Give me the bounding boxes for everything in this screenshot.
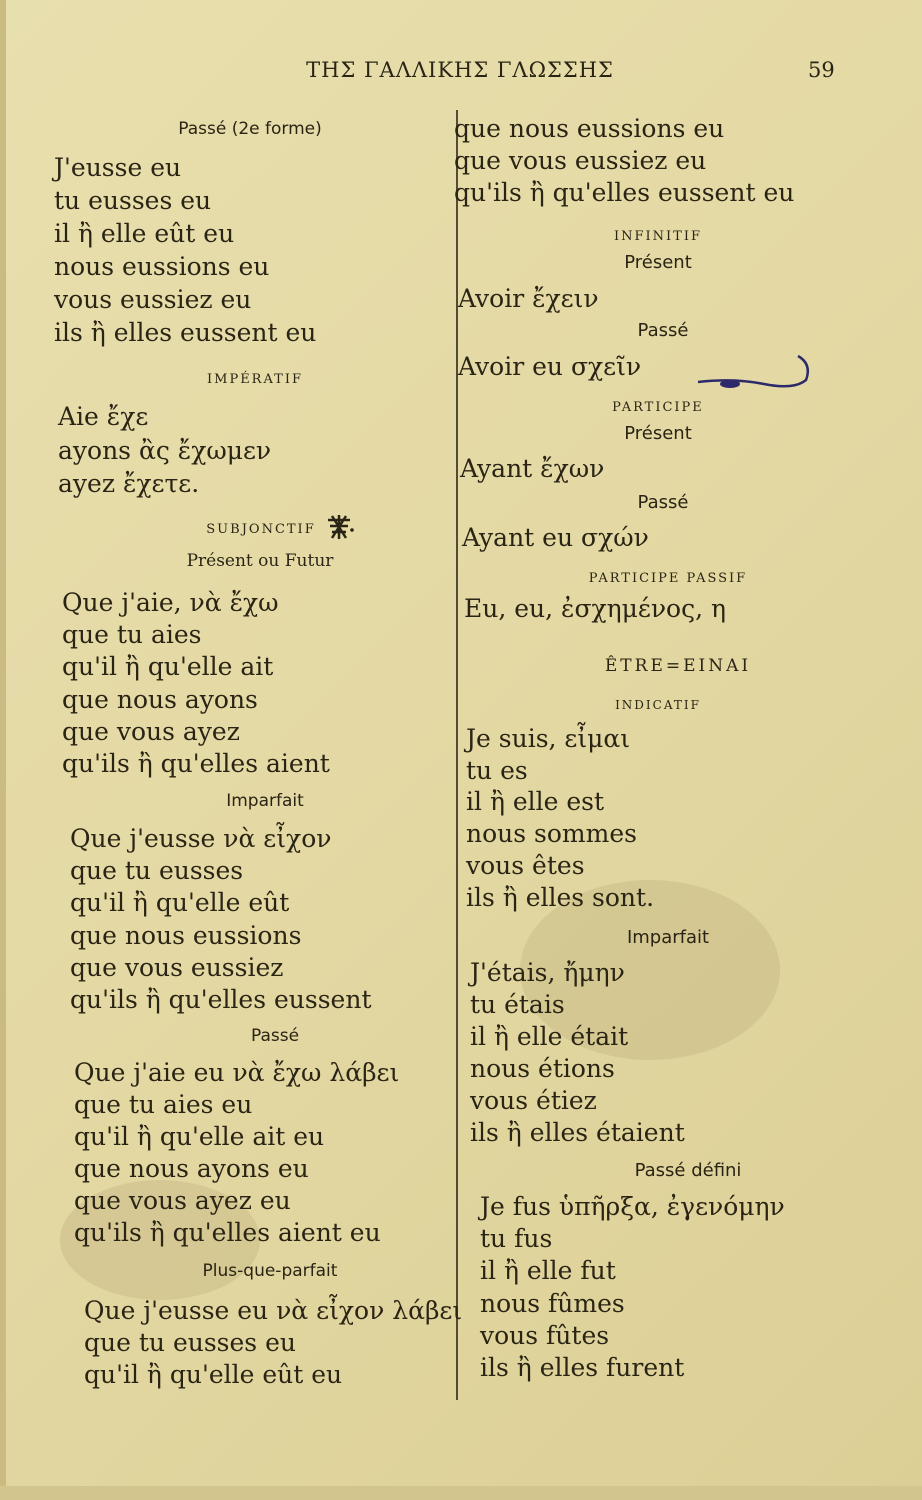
heading-infinitif: INFINITIF — [613, 229, 702, 244]
heading-passe: Passé — [250, 1026, 300, 1046]
heading-imparfait: Imparfait — [626, 927, 710, 948]
conjugation-line: nous fûmes — [480, 1289, 625, 1318]
conjugation-line: J'eusse eu — [54, 153, 182, 182]
heading-plus-que-parfait: Plus-que-parfait — [202, 1261, 338, 1281]
conjugation-line: qu'il ἢ qu'elle ait eu — [74, 1122, 325, 1151]
conjugation-line: Eu, eu, ἐσχημένος, η — [464, 594, 726, 623]
conjugation-line: que vous ayez eu — [74, 1186, 291, 1215]
conjugation-line: qu'ils ἢ qu'elles eussent — [70, 985, 372, 1014]
conjugation-line: il ἢ elle était — [470, 1022, 629, 1051]
conjugation-line: nous eussions eu — [54, 252, 270, 281]
conjugation-line: Que j'aie, νὰ ἔχω — [62, 588, 279, 617]
conjugation-line: qu'ils ἢ qu'elles eussent eu — [454, 178, 795, 207]
page-left-edge — [0, 0, 6, 1500]
conjugation-line: que nous eussions — [70, 921, 302, 950]
heading-etre-einai: ÊTRE=EINAI — [604, 656, 752, 676]
conjugation-line: vous étiez — [470, 1086, 597, 1115]
conjugation-line: qu'ils ἢ qu'elles aient eu — [74, 1218, 381, 1247]
conjugation-line: vous eussiez eu — [54, 285, 252, 314]
conjugation-line: ils ἢ elles étaient — [470, 1118, 685, 1147]
conjugation-line: que tu aies — [62, 620, 202, 649]
conjugation-line: Aie ἔχε — [58, 402, 149, 431]
conjugation-line: que nous eussions eu — [454, 114, 725, 143]
conjugation-line: que tu eusses — [70, 856, 244, 885]
heading-present: Présent — [624, 423, 692, 444]
conjugation-line: que vous eussiez eu — [454, 146, 707, 175]
ink-scribble-icon — [694, 350, 814, 394]
heading-subjonctif: SUBJONCTIF — [206, 522, 316, 537]
heading-passe: Passé — [637, 320, 689, 341]
conjugation-line: Que j'eusse νὰ εἶχον — [70, 824, 332, 853]
conjugation-line: que vous ayez — [62, 717, 240, 746]
conjugation-line: ayez ἔχετε. — [58, 469, 200, 498]
conjugation-line: qu'il ἢ qu'elle eût — [70, 888, 290, 917]
conjugation-line: Ayant eu σχών — [462, 523, 649, 552]
heading-participe: PARTICIPE — [612, 400, 704, 415]
conjugation-line: il ἢ elle fut — [480, 1256, 616, 1285]
page-bottom-edge — [0, 1486, 922, 1500]
conjugation-line: ils ἢ elles sont. — [466, 883, 655, 912]
conjugation-line: vous fûtes — [480, 1321, 610, 1350]
conjugation-line: tu es — [466, 756, 528, 785]
heading-imperatif: IMPÉRATIF — [207, 372, 303, 387]
conjugation-line: Avoir ἔχειν — [458, 284, 599, 313]
ink-mark-icon — [324, 512, 354, 542]
heading-present: Présent — [624, 252, 692, 273]
conjugation-line: que tu aies eu — [74, 1090, 253, 1119]
conjugation-line: il ἢ elle est — [466, 787, 605, 816]
conjugation-line: tu eusses eu — [54, 186, 212, 215]
conjugation-line: que tu eusses eu — [84, 1328, 296, 1357]
conjugation-line: qu'ils ἢ qu'elles aient — [62, 749, 330, 778]
heading-imparfait: Imparfait — [226, 791, 304, 811]
heading-indicatif: INDICATIF — [615, 698, 701, 712]
conjugation-line: Ayant ἔχων — [460, 454, 605, 483]
heading-passe-defini: Passé défini — [634, 1160, 742, 1181]
conjugation-line: il ἢ elle eût eu — [54, 219, 235, 248]
conjugation-line: nous étions — [470, 1054, 615, 1083]
conjugation-line: qu'il ἢ qu'elle eût eu — [84, 1360, 343, 1389]
running-title: ΤΗΣ ΓΑΛΛΙΚΗΣ ΓΛΩΣΣΗΣ — [306, 58, 614, 82]
conjugation-line: Avoir eu σχεῖν — [458, 352, 642, 381]
conjugation-line: vous êtes — [466, 851, 585, 880]
conjugation-line: tu étais — [470, 990, 565, 1019]
conjugation-line: que nous ayons — [62, 685, 258, 714]
conjugation-line: que vous eussiez — [70, 953, 284, 982]
conjugation-line: Que j'aie eu νὰ ἔχω λάβει — [74, 1058, 400, 1087]
conjugation-line: nous sommes — [466, 819, 637, 848]
page-header — [0, 58, 922, 88]
heading-passe: Passé — [637, 492, 689, 513]
conjugation-line: que nous ayons eu — [74, 1154, 309, 1183]
page-number: 59 — [808, 58, 835, 82]
conjugation-line: Je fus ὑπῆρξα, ἐγενόμην — [480, 1192, 785, 1221]
conjugation-line: tu fus — [480, 1224, 553, 1253]
conjugation-line: J'étais, ἤμην — [470, 958, 625, 987]
conjugation-line: qu'il ἢ qu'elle ait — [62, 652, 274, 681]
conjugation-line: ils ἢ elles eussent eu — [54, 318, 317, 347]
conjugation-line: Que j'eusse eu νὰ εἶχον λάβει — [84, 1296, 463, 1325]
heading-participe-passif: PARTICIPE PASSIF — [588, 571, 748, 586]
heading-present-ou-futur: Présent ou Futur — [186, 551, 334, 571]
conjugation-line: ils ἢ elles furent — [480, 1353, 685, 1382]
conjugation-line: Je suis, εἶμαι — [466, 724, 631, 753]
conjugation-line: ayons ἂς ἔχωμεν — [58, 436, 272, 465]
heading-passe-2e-forme: Passé (2e forme) — [178, 119, 322, 139]
